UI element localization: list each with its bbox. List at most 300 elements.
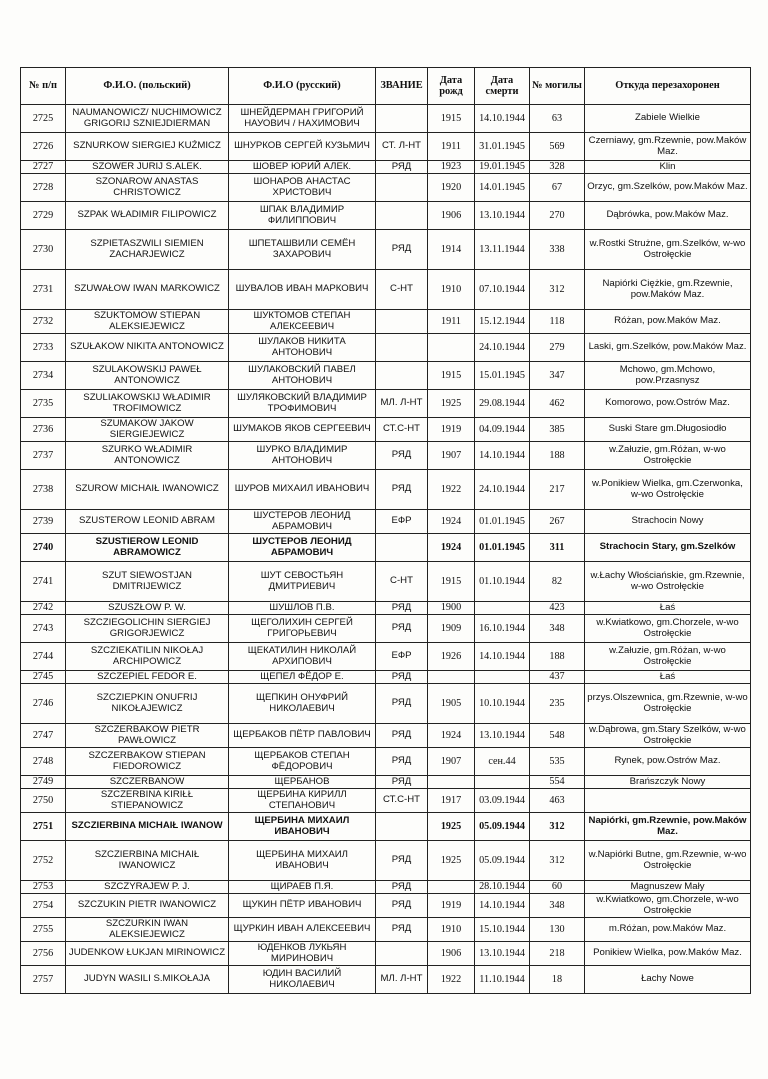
- death-date-cell: [475, 776, 530, 789]
- row-number-cell: 2734: [21, 362, 66, 390]
- birth-year-cell: 1905: [428, 684, 475, 724]
- name-russian-cell: ШУШЛОВ П.В.: [229, 602, 376, 615]
- name-russian-cell: ЩЕРБИНА МИХАИЛ ИВАНОВИЧ: [229, 813, 376, 841]
- reburied-from-cell: Zabiele Wielkie: [585, 105, 751, 133]
- name-russian-cell: ШУЛАКОВ НИКИТА АНТОНОВИЧ: [229, 334, 376, 362]
- name-polish-cell: SZCZYRAJEW P. J.: [66, 881, 229, 894]
- death-date-cell: 13.10.1944: [475, 202, 530, 230]
- reburied-from-cell: Brańszczyk Nowy: [585, 776, 751, 789]
- death-date-cell: 24.10.1944: [475, 470, 530, 510]
- reburied-from-cell: m.Różan, pow.Maków Maz.: [585, 918, 751, 942]
- rank-cell: РЯД: [376, 470, 428, 510]
- row-number-cell: 2749: [21, 776, 66, 789]
- rank-cell: [376, 813, 428, 841]
- birth-year-cell: 1922: [428, 966, 475, 994]
- birth-year-cell: [428, 881, 475, 894]
- reburied-from-cell: Komorowo, pow.Ostrów Maz.: [585, 390, 751, 418]
- row-number-cell: 2746: [21, 684, 66, 724]
- grave-number-cell: 535: [530, 748, 585, 776]
- reburied-from-cell: przys.Olszewnica, gm.Rzewnie, w-wo Ostrołęckie: [585, 684, 751, 724]
- row-number-cell: 2726: [21, 133, 66, 161]
- death-date-cell: 24.10.1944: [475, 334, 530, 362]
- grave-number-cell: 385: [530, 418, 585, 442]
- reburied-from-cell: Łaś: [585, 671, 751, 684]
- grave-number-cell: 270: [530, 202, 585, 230]
- birth-year-cell: 1923: [428, 161, 475, 174]
- name-russian-cell: ЩЕКАТИЛИН НИКОЛАЙ АРХИПОВИЧ: [229, 643, 376, 671]
- birth-year-cell: 1922: [428, 470, 475, 510]
- name-russian-cell: ШНЕЙДЕРМАН ГРИГОРИЙ НАУОВИЧ / НАХИМОВИЧ: [229, 105, 376, 133]
- row-number-cell: 2750: [21, 789, 66, 813]
- rank-cell: РЯД: [376, 918, 428, 942]
- reburied-from-cell: Strachocin Nowy: [585, 510, 751, 534]
- row-number-cell: 2737: [21, 442, 66, 470]
- rank-cell: С-НТ: [376, 270, 428, 310]
- grave-number-cell: 218: [530, 942, 585, 966]
- rank-cell: [376, 202, 428, 230]
- rank-cell: РЯД: [376, 894, 428, 918]
- rank-cell: [376, 534, 428, 562]
- name-russian-cell: ШПАК ВЛАДИМИР ФИЛИППОВИЧ: [229, 202, 376, 230]
- row-number-cell: 2733: [21, 334, 66, 362]
- name-polish-cell: SZPIETASZWILI SIEMIEN ZACHARJEWICZ: [66, 230, 229, 270]
- reburied-from-cell: w.Rostki Strużne, gm.Szelków, w-wo Ostrołęckie: [585, 230, 751, 270]
- header-number: № п/п: [21, 68, 66, 105]
- death-date-cell: 28.10.1944: [475, 881, 530, 894]
- table-row: [21, 310, 751, 334]
- header-death-date: Дата смерти: [475, 68, 530, 105]
- name-polish-cell: SZURKO WŁADIMIR ANTONOWICZ: [66, 442, 229, 470]
- grave-number-cell: 548: [530, 724, 585, 748]
- row-number-cell: 2744: [21, 643, 66, 671]
- death-date-cell: 29.08.1944: [475, 390, 530, 418]
- birth-year-cell: 1919: [428, 894, 475, 918]
- table-row: [21, 841, 751, 881]
- name-polish-cell: SZCZERBINA KIRIŁŁ STIEPANOWICZ: [66, 789, 229, 813]
- reburied-from-cell: Orzyc, gm.Szelków, pow.Maków Maz.: [585, 174, 751, 202]
- name-russian-cell: ЩЕРБИНА КИРИЛЛ СТЕПАНОВИЧ: [229, 789, 376, 813]
- table-row: [21, 942, 751, 966]
- name-polish-cell: SZUSTEROW LEONID ABRAM: [66, 510, 229, 534]
- rank-cell: РЯД: [376, 841, 428, 881]
- reburied-from-cell: Łaś: [585, 602, 751, 615]
- rank-cell: РЯД: [376, 230, 428, 270]
- grave-number-cell: 217: [530, 470, 585, 510]
- name-russian-cell: ШУМАКОВ ЯКОВ СЕРГЕЕВИЧ: [229, 418, 376, 442]
- name-polish-cell: SZCZIERBINA MICHAIŁ IWANOW: [66, 813, 229, 841]
- death-date-cell: 13.11.1944: [475, 230, 530, 270]
- reburied-from-cell: Magnuszew Mały: [585, 881, 751, 894]
- table-row: [21, 643, 751, 671]
- name-russian-cell: ШОНАРОВ АНАСТАС ХРИСТОВИЧ: [229, 174, 376, 202]
- name-polish-cell: SZOWER JURIJ S.ALEK.: [66, 161, 229, 174]
- birth-year-cell: 1907: [428, 442, 475, 470]
- birth-year-cell: 1915: [428, 362, 475, 390]
- grave-number-cell: 82: [530, 562, 585, 602]
- rank-cell: СТ.С-НТ: [376, 789, 428, 813]
- name-polish-cell: SZUROW MICHAIŁ IWANOWICZ: [66, 470, 229, 510]
- birth-year-cell: [428, 671, 475, 684]
- birth-year-cell: 1925: [428, 390, 475, 418]
- name-russian-cell: ЩИРАЕВ П.Я.: [229, 881, 376, 894]
- grave-number-cell: 437: [530, 671, 585, 684]
- rank-cell: РЯД: [376, 442, 428, 470]
- header-rank: ЗВАНИЕ: [376, 68, 428, 105]
- name-polish-cell: SZUMAKOW JAKOW SIERGIEJEWICZ: [66, 418, 229, 442]
- grave-number-cell: 348: [530, 894, 585, 918]
- table-row: [21, 510, 751, 534]
- row-number-cell: 2756: [21, 942, 66, 966]
- row-number-cell: 2729: [21, 202, 66, 230]
- reburied-from-cell: w.Dąbrowa, gm.Stary Szelków, w-wo Ostrołęckie: [585, 724, 751, 748]
- grave-number-cell: 463: [530, 789, 585, 813]
- table-row: [21, 776, 751, 789]
- table-row: [21, 918, 751, 942]
- birth-year-cell: 1900: [428, 602, 475, 615]
- reburied-from-cell: Łachy Nowe: [585, 966, 751, 994]
- table-header-row: [21, 68, 751, 105]
- name-polish-cell: SZCZIEKATILIN NIKOŁAJ ARCHIPOWICZ: [66, 643, 229, 671]
- grave-number-cell: 279: [530, 334, 585, 362]
- death-date-cell: 16.10.1944: [475, 615, 530, 643]
- row-number-cell: 2754: [21, 894, 66, 918]
- grave-number-cell: 118: [530, 310, 585, 334]
- grave-number-cell: 554: [530, 776, 585, 789]
- birth-year-cell: 1906: [428, 942, 475, 966]
- name-russian-cell: ЩЕГОЛИХИН СЕРГЕЙ ГРИГОРЬЕВИЧ: [229, 615, 376, 643]
- death-date-cell: [475, 602, 530, 615]
- death-date-cell: 13.10.1944: [475, 942, 530, 966]
- name-polish-cell: SZCZIEPKIN ONUFRIJ NIKOŁAJEWICZ: [66, 684, 229, 724]
- table-row: [21, 334, 751, 362]
- name-polish-cell: JUDYN WASILI S.MIKOŁAJA: [66, 966, 229, 994]
- name-polish-cell: SZONAROW ANASTAS CHRISTOWICZ: [66, 174, 229, 202]
- row-number-cell: 2757: [21, 966, 66, 994]
- birth-year-cell: 1915: [428, 562, 475, 602]
- death-date-cell: 15.01.1945: [475, 362, 530, 390]
- birth-year-cell: 1911: [428, 133, 475, 161]
- table-row: [21, 602, 751, 615]
- grave-number-cell: 462: [530, 390, 585, 418]
- death-date-cell: сен.44: [475, 748, 530, 776]
- reburied-from-cell: Dąbrówka, pow.Maków Maz.: [585, 202, 751, 230]
- name-russian-cell: ЮДИН ВАСИЛИЙ НИКОЛАЕВИЧ: [229, 966, 376, 994]
- birth-year-cell: 1924: [428, 534, 475, 562]
- name-russian-cell: ШУСТЕРОВ ЛЕОНИД АБРАМОВИЧ: [229, 534, 376, 562]
- reburied-from-cell: w.Kwiatkowo, gm.Chorzele, w-wo Ostrołęckie: [585, 615, 751, 643]
- name-polish-cell: SZULIAKOWSKIJ WŁADIMIR TROFIMOWICZ: [66, 390, 229, 418]
- rank-cell: РЯД: [376, 602, 428, 615]
- table-row: [21, 684, 751, 724]
- rank-cell: РЯД: [376, 671, 428, 684]
- rank-cell: РЯД: [376, 724, 428, 748]
- grave-number-cell: 188: [530, 643, 585, 671]
- name-russian-cell: ШУРОВ МИХАИЛ ИВАНОВИЧ: [229, 470, 376, 510]
- reburied-from-cell: Czerniawy, gm.Rzewnie, pow.Maków Maz.: [585, 133, 751, 161]
- grave-number-cell: 423: [530, 602, 585, 615]
- grave-number-cell: 338: [530, 230, 585, 270]
- grave-number-cell: 67: [530, 174, 585, 202]
- row-number-cell: 2731: [21, 270, 66, 310]
- death-date-cell: 19.01.1945: [475, 161, 530, 174]
- row-number-cell: 2751: [21, 813, 66, 841]
- row-number-cell: 2752: [21, 841, 66, 881]
- reburied-from-cell: w.Napiórki Butne, gm.Rzewnie, w-wo Ostrołęckie: [585, 841, 751, 881]
- birth-year-cell: 1917: [428, 789, 475, 813]
- name-polish-cell: SZCZIEGOLICHIN SIERGIEJ GRIGORJEWICZ: [66, 615, 229, 643]
- name-russian-cell: ЮДЕНКОВ ЛУКЬЯН МИРИНОВИЧ: [229, 942, 376, 966]
- table-row: [21, 174, 751, 202]
- name-polish-cell: SZUT SIEWOSTJAN DMITRIJEWICZ: [66, 562, 229, 602]
- rank-cell: С-НТ: [376, 562, 428, 602]
- rank-cell: [376, 105, 428, 133]
- row-number-cell: 2739: [21, 510, 66, 534]
- name-polish-cell: SZCZURKIN IWAN ALEKSIEJEWICZ: [66, 918, 229, 942]
- name-polish-cell: SZCZERBAKOW STIEPAN FIEDOROWICZ: [66, 748, 229, 776]
- reburied-from-cell: Różan, pow.Maków Maz.: [585, 310, 751, 334]
- name-polish-cell: NAUMANOWICZ/ NUCHIMOWICZ GRIGORIJ SZNIEJDIERMAN: [66, 105, 229, 133]
- header-birth-date: Дата рожд: [428, 68, 475, 105]
- name-polish-cell: SZUSZŁOW P. W.: [66, 602, 229, 615]
- name-polish-cell: SZUŁAKOW NIKITA ANTONOWICZ: [66, 334, 229, 362]
- name-polish-cell: SZCZEPIEL FEDOR E.: [66, 671, 229, 684]
- row-number-cell: 2748: [21, 748, 66, 776]
- rank-cell: СТ. Л-НТ: [376, 133, 428, 161]
- rank-cell: [376, 362, 428, 390]
- name-russian-cell: ЩЕРБАНОВ: [229, 776, 376, 789]
- name-russian-cell: ШУЛАКОВСКИЙ ПАВЕЛ АНТОНОВИЧ: [229, 362, 376, 390]
- name-russian-cell: ШОВЕР ЮРИЙ АЛЕК.: [229, 161, 376, 174]
- name-polish-cell: SZCZIERBINA MICHAIŁ IWANOWICZ: [66, 841, 229, 881]
- table-row: [21, 418, 751, 442]
- header-reburied-from: Откуда перезахоронен: [585, 68, 751, 105]
- birth-year-cell: 1915: [428, 105, 475, 133]
- death-date-cell: 01.01.1945: [475, 534, 530, 562]
- death-date-cell: 04.09.1944: [475, 418, 530, 442]
- grave-number-cell: 347: [530, 362, 585, 390]
- row-number-cell: 2745: [21, 671, 66, 684]
- header-grave-number: № могилы: [530, 68, 585, 105]
- name-polish-cell: SZUWAŁOW IWAN MARKOWICZ: [66, 270, 229, 310]
- burial-register-table: [20, 67, 751, 994]
- rank-cell: [376, 310, 428, 334]
- grave-number-cell: 60: [530, 881, 585, 894]
- death-date-cell: 15.10.1944: [475, 918, 530, 942]
- birth-year-cell: 1906: [428, 202, 475, 230]
- table-row: [21, 966, 751, 994]
- name-russian-cell: ШУВАЛОВ ИВАН МАРКОВИЧ: [229, 270, 376, 310]
- rank-cell: РЯД: [376, 684, 428, 724]
- name-russian-cell: ЩУРКИН ИВАН АЛЕКСЕЕВИЧ: [229, 918, 376, 942]
- reburied-from-cell: Klin: [585, 161, 751, 174]
- death-date-cell: [475, 671, 530, 684]
- death-date-cell: 07.10.1944: [475, 270, 530, 310]
- death-date-cell: 14.10.1944: [475, 894, 530, 918]
- table-row: [21, 133, 751, 161]
- name-polish-cell: SZUSTIEROW LEONID ABRAMOWICZ: [66, 534, 229, 562]
- name-russian-cell: ЩЕРБАКОВ СТЕПАН ФЁДОРОВИЧ: [229, 748, 376, 776]
- table-row: [21, 442, 751, 470]
- name-polish-cell: SZCZERBANOW: [66, 776, 229, 789]
- row-number-cell: 2741: [21, 562, 66, 602]
- death-date-cell: 11.10.1944: [475, 966, 530, 994]
- grave-number-cell: 312: [530, 841, 585, 881]
- birth-year-cell: 1920: [428, 174, 475, 202]
- name-polish-cell: SZUKTOMOW STIEPAN ALEKSIEJEWICZ: [66, 310, 229, 334]
- table-row: [21, 390, 751, 418]
- table-row: [21, 615, 751, 643]
- name-polish-cell: SZNURKOW SIERGIEJ KUŹMICZ: [66, 133, 229, 161]
- table-row: [21, 534, 751, 562]
- reburied-from-cell: w.Załuzie, gm.Różan, w-wo Ostrołęckie: [585, 442, 751, 470]
- header-name-polish: Ф.И.О. (польский): [66, 68, 229, 105]
- death-date-cell: 05.09.1944: [475, 841, 530, 881]
- name-russian-cell: ШУКТОМОВ СТЕПАН АЛЕКСЕЕВИЧ: [229, 310, 376, 334]
- death-date-cell: 31.01.1945: [475, 133, 530, 161]
- birth-year-cell: 1910: [428, 918, 475, 942]
- death-date-cell: 14.10.1944: [475, 643, 530, 671]
- grave-number-cell: 130: [530, 918, 585, 942]
- grave-number-cell: 348: [530, 615, 585, 643]
- reburied-from-cell: w.Ponikiew Wielka, gm.Czerwonka, w-wo Ostrołęckie: [585, 470, 751, 510]
- grave-number-cell: 188: [530, 442, 585, 470]
- rank-cell: РЯД: [376, 615, 428, 643]
- death-date-cell: 14.10.1944: [475, 442, 530, 470]
- birth-year-cell: 1925: [428, 813, 475, 841]
- grave-number-cell: 267: [530, 510, 585, 534]
- name-polish-cell: JUDENKOW ŁUKJAN MIRINOWICZ: [66, 942, 229, 966]
- grave-number-cell: 569: [530, 133, 585, 161]
- reburied-from-cell: Laski, gm.Szelków, pow.Maków Maz.: [585, 334, 751, 362]
- birth-year-cell: 1909: [428, 615, 475, 643]
- name-russian-cell: ЩЕПКИН ОНУФРИЙ НИКОЛАЕВИЧ: [229, 684, 376, 724]
- rank-cell: МЛ. Л-НТ: [376, 966, 428, 994]
- row-number-cell: 2732: [21, 310, 66, 334]
- row-number-cell: 2736: [21, 418, 66, 442]
- death-date-cell: 10.10.1944: [475, 684, 530, 724]
- table-row: [21, 724, 751, 748]
- row-number-cell: 2730: [21, 230, 66, 270]
- name-russian-cell: ЩЕРБАКОВ ПЁТР ПАВЛОВИЧ: [229, 724, 376, 748]
- row-number-cell: 2755: [21, 918, 66, 942]
- rank-cell: РЯД: [376, 161, 428, 174]
- name-russian-cell: ШУСТЕРОВ ЛЕОНИД АБРАМОВИЧ: [229, 510, 376, 534]
- rank-cell: [376, 334, 428, 362]
- birth-year-cell: 1907: [428, 748, 475, 776]
- row-number-cell: 2740: [21, 534, 66, 562]
- table-row: [21, 671, 751, 684]
- table-row: [21, 562, 751, 602]
- name-russian-cell: ШУРКО ВЛАДИМИР АНТОНОВИЧ: [229, 442, 376, 470]
- name-russian-cell: ШУЛЯКОВСКИЙ ВЛАДИМИР ТРОФИМОВИЧ: [229, 390, 376, 418]
- name-polish-cell: SZULAKOWSKIJ PAWEŁ ANTONOWICZ: [66, 362, 229, 390]
- reburied-from-cell: w.Kwiatkowo, gm.Chorzele, w-wo Ostrołęckie: [585, 894, 751, 918]
- grave-number-cell: 312: [530, 813, 585, 841]
- rank-cell: [376, 942, 428, 966]
- reburied-from-cell: [585, 789, 751, 813]
- death-date-cell: 03.09.1944: [475, 789, 530, 813]
- death-date-cell: 14.10.1944: [475, 105, 530, 133]
- grave-number-cell: 328: [530, 161, 585, 174]
- name-polish-cell: SZPAK WŁADIMIR FILIPOWICZ: [66, 202, 229, 230]
- rank-cell: РЯД: [376, 748, 428, 776]
- name-russian-cell: ШУТ СЕВОСТЬЯН ДМИТРИЕВИЧ: [229, 562, 376, 602]
- table-row: [21, 362, 751, 390]
- table-row: [21, 270, 751, 310]
- birth-year-cell: 1926: [428, 643, 475, 671]
- name-polish-cell: SZCZERBAKOW PIETR PAWŁOWICZ: [66, 724, 229, 748]
- reburied-from-cell: Rynek, pow.Ostrów Maz.: [585, 748, 751, 776]
- reburied-from-cell: Napiórki Ciężkie, gm.Rzewnie, pow.Maków Maz.: [585, 270, 751, 310]
- reburied-from-cell: Mchowo, gm.Mchowo, pow.Przasnysz: [585, 362, 751, 390]
- table-row: [21, 470, 751, 510]
- row-number-cell: 2742: [21, 602, 66, 615]
- row-number-cell: 2725: [21, 105, 66, 133]
- death-date-cell: 05.09.1944: [475, 813, 530, 841]
- name-russian-cell: ШНУРКОВ СЕРГЕЙ КУЗЬМИЧ: [229, 133, 376, 161]
- table-row: [21, 202, 751, 230]
- rank-cell: [376, 174, 428, 202]
- rank-cell: РЯД: [376, 881, 428, 894]
- birth-year-cell: [428, 776, 475, 789]
- table-row: [21, 881, 751, 894]
- table-row: [21, 105, 751, 133]
- reburied-from-cell: Suski Stare gm.Długosiodło: [585, 418, 751, 442]
- rank-cell: ЕФР: [376, 510, 428, 534]
- grave-number-cell: 63: [530, 105, 585, 133]
- table-row: [21, 813, 751, 841]
- death-date-cell: 13.10.1944: [475, 724, 530, 748]
- birth-year-cell: [428, 334, 475, 362]
- rank-cell: РЯД: [376, 776, 428, 789]
- death-date-cell: 15.12.1944: [475, 310, 530, 334]
- table-row: [21, 230, 751, 270]
- birth-year-cell: 1914: [428, 230, 475, 270]
- death-date-cell: 01.01.1945: [475, 510, 530, 534]
- rank-cell: ЕФР: [376, 643, 428, 671]
- table-row: [21, 748, 751, 776]
- birth-year-cell: 1910: [428, 270, 475, 310]
- reburied-from-cell: Ponikiew Wielka, pow.Maków Maz.: [585, 942, 751, 966]
- grave-number-cell: 18: [530, 966, 585, 994]
- table-row: [21, 161, 751, 174]
- row-number-cell: 2738: [21, 470, 66, 510]
- birth-year-cell: 1919: [428, 418, 475, 442]
- table-row: [21, 789, 751, 813]
- row-number-cell: 2728: [21, 174, 66, 202]
- row-number-cell: 2747: [21, 724, 66, 748]
- name-russian-cell: ЩЕПЕЛ ФЁДОР Е.: [229, 671, 376, 684]
- reburied-from-cell: Napiórki, gm.Rzewnie, pow.Maków Maz.: [585, 813, 751, 841]
- header-name-russian: Ф.И.О (русский): [229, 68, 376, 105]
- grave-number-cell: 235: [530, 684, 585, 724]
- rank-cell: СТ.С-НТ: [376, 418, 428, 442]
- grave-number-cell: 311: [530, 534, 585, 562]
- rank-cell: МЛ. Л-НТ: [376, 390, 428, 418]
- name-russian-cell: ЩЕРБИНА МИХАИЛ ИВАНОВИЧ: [229, 841, 376, 881]
- birth-year-cell: 1924: [428, 510, 475, 534]
- row-number-cell: 2743: [21, 615, 66, 643]
- name-russian-cell: ЩУКИН ПЁТР ИВАНОВИЧ: [229, 894, 376, 918]
- death-date-cell: 14.01.1945: [475, 174, 530, 202]
- reburied-from-cell: Strachocin Stary, gm.Szelków: [585, 534, 751, 562]
- birth-year-cell: 1911: [428, 310, 475, 334]
- reburied-from-cell: w.Załuzie, gm.Różan, w-wo Ostrołęckie: [585, 643, 751, 671]
- grave-number-cell: 312: [530, 270, 585, 310]
- reburied-from-cell: w.Łachy Włościańskie, gm.Rzewnie, w-wo Ostrołęckie: [585, 562, 751, 602]
- death-date-cell: 01.10.1944: [475, 562, 530, 602]
- row-number-cell: 2735: [21, 390, 66, 418]
